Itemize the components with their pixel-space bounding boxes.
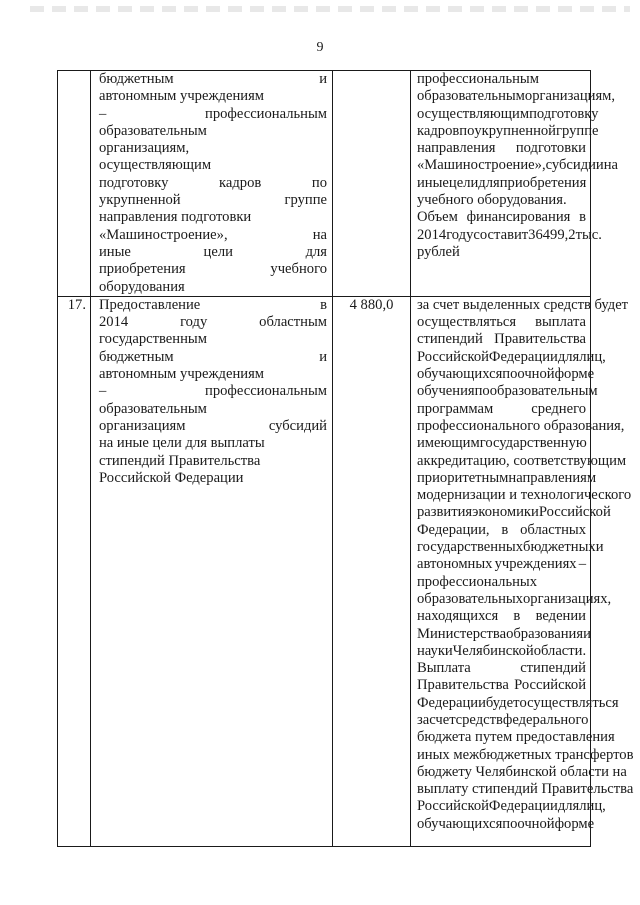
text-line: иные цели для	[99, 243, 327, 260]
text-line: иных межбюджетных трансфертов	[417, 746, 634, 763]
row-number: 17.	[58, 296, 91, 846]
text-line: 2014 году составит 36 499,2 тыс.	[417, 226, 602, 243]
text-line: бюджета путем предоставления	[417, 729, 615, 746]
text-line: стипендий Правительства	[99, 452, 261, 469]
text-line: направления подготовки	[99, 209, 252, 226]
program-table	[57, 70, 634, 847]
text-line: Правительства Российской	[417, 677, 586, 694]
row-number	[58, 71, 91, 297]
text-line: стипендий Правительства	[417, 331, 586, 348]
text-line: Российской Федерации	[99, 469, 244, 486]
text-line: бюджету Челябинской области на	[417, 763, 627, 780]
text-line: государственных бюджетных и	[417, 539, 604, 556]
text-line: аккредитацию, соответствующим	[417, 452, 627, 469]
text-line: организациям субсидий	[99, 417, 327, 434]
text-line: обучающихся по очной форме	[417, 815, 595, 832]
text-line: государственным	[99, 331, 207, 348]
text-line: «Машиностроение», субсидии на	[417, 157, 619, 174]
text-line: развития экономики Российской	[417, 504, 611, 521]
scan-header-artifact	[30, 6, 630, 12]
text-line: бюджетным и	[99, 348, 327, 365]
text-line: модернизации и технологического	[417, 487, 632, 504]
text-line: осуществляться выплата	[417, 314, 586, 331]
text-line: автономным учреждениям	[99, 366, 265, 383]
text-line: Предоставление в	[99, 296, 327, 313]
text-line: автономным учреждениям	[99, 88, 265, 105]
table-row	[58, 296, 591, 846]
text-line: выплату стипендий Правительства	[417, 781, 634, 798]
text-line: Министерства образования и	[417, 625, 591, 642]
measure-description	[91, 296, 333, 846]
text-line: – профессиональным	[99, 383, 327, 400]
text-line: программам среднего	[417, 400, 586, 417]
text-line: профессионального образования,	[417, 417, 625, 434]
measure-note	[411, 71, 619, 297]
text-line: приоритетным направлениям	[417, 469, 597, 486]
measure-note	[411, 296, 634, 846]
text-line: автономных учреждениях –	[417, 556, 586, 573]
text-line: Федерации, в областных	[417, 521, 586, 538]
text-line: подготовку кадров по	[99, 174, 327, 191]
text-line: иные цели для приобретения	[417, 174, 587, 191]
text-line: образовательным	[99, 122, 207, 139]
text-line: за счет выделенных средств будет	[417, 296, 629, 313]
text-line: учебного оборудования.	[417, 192, 567, 209]
text-line: Федерации будет осуществляться	[417, 694, 619, 711]
text-line: кадров по укрупненной группе	[417, 122, 599, 139]
text-line: приобретения учебного	[99, 261, 327, 278]
text-line: науки Челябинской области.	[417, 642, 587, 659]
text-line: осуществляющим подготовку	[417, 105, 599, 122]
text-line: на иные цели для выплаты	[99, 435, 265, 452]
page-number: 9	[316, 40, 324, 55]
text-line: Российской Федерации для лиц,	[417, 798, 606, 815]
text-line: образовательным организациям,	[417, 88, 616, 105]
text-line: образовательных организациях,	[417, 590, 612, 607]
text-line: бюджетным и	[99, 71, 327, 87]
text-line: Объем финансирования в	[417, 209, 586, 226]
funding-amount	[333, 71, 411, 297]
text-line: осуществляющим	[99, 157, 212, 174]
text-line: Российской Федерации для лиц,	[417, 348, 606, 365]
text-line: профессиональных	[417, 573, 538, 590]
measure-description	[91, 71, 333, 297]
text-line: – профессиональным	[99, 105, 327, 122]
text-line: Выплата стипендий	[417, 660, 586, 677]
text-line: 2014 году областным	[99, 314, 327, 331]
table-row	[58, 71, 591, 297]
text-line: обучающихся по очной форме	[417, 366, 595, 383]
text-line: за счет средств федерального	[417, 711, 589, 728]
text-line: укрупненной группе	[99, 192, 327, 209]
text-line: профессиональным	[417, 71, 539, 87]
text-line: рублей	[417, 243, 460, 260]
text-line: находящихся в ведении	[417, 608, 586, 625]
text-line: образовательным	[99, 400, 207, 417]
text-line: оборудования	[99, 278, 185, 295]
text-line: обучения по образовательным	[417, 383, 598, 400]
text-line: организациям,	[99, 140, 190, 157]
funding-amount: 4 880,0	[333, 296, 411, 846]
text-line: имеющим государственную	[417, 435, 587, 452]
text-line: направления подготовки	[417, 140, 586, 157]
text-line: «Машиностроение», на	[99, 226, 327, 243]
